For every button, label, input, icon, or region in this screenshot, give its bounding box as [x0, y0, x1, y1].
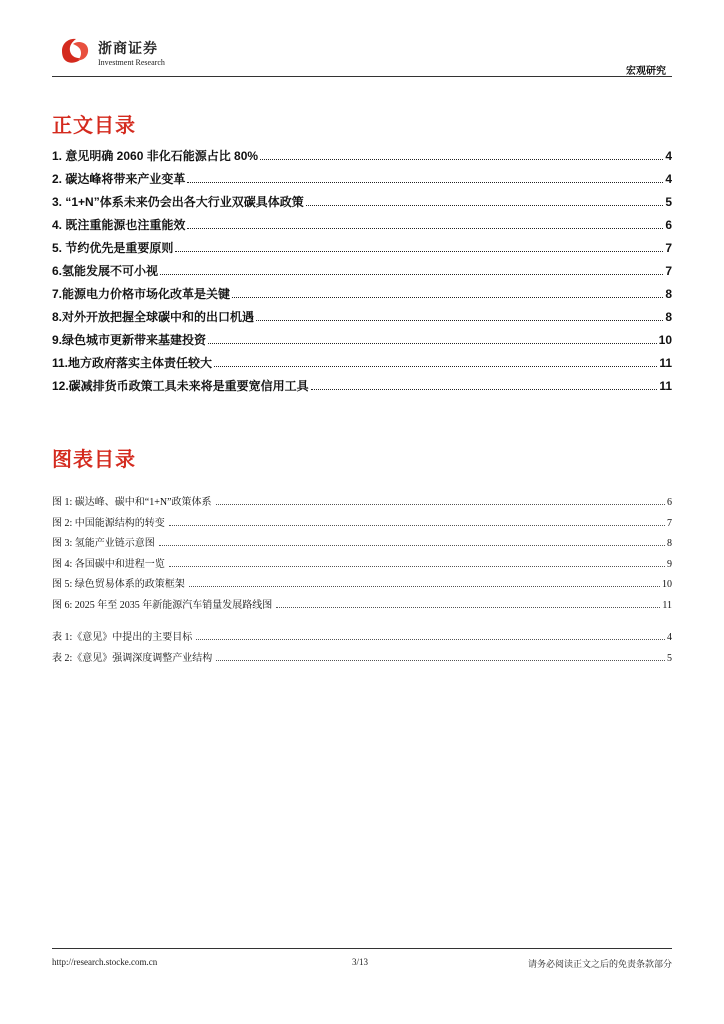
chart-item-label: 图 5: 绿色贸易体系的政策框架 — [52, 579, 185, 590]
toc-item[interactable] — [52, 354, 672, 377]
leader-dots — [214, 366, 657, 367]
toc-item[interactable] — [52, 216, 672, 239]
chart-item-page: 11 — [662, 599, 672, 611]
chart-list-item[interactable] — [52, 534, 672, 555]
toc-item-label: 12.碳减排货币政策工具未来将是重要宽信用工具 — [52, 379, 309, 393]
table-list — [52, 628, 672, 669]
leader-dots — [306, 205, 664, 206]
chart-item-label: 图 2: 中国能源结构的转变 — [52, 517, 165, 529]
toc-item-page: 7 — [665, 241, 672, 255]
leader-dots — [260, 159, 663, 160]
chart-item-label: 图 6: 2025 年至 2035 年新能源汽车销量发展路线图 — [52, 599, 273, 611]
chart-item-label: 图 3: 氢能产业链示意图 — [52, 538, 155, 549]
toc-item[interactable] — [52, 239, 672, 262]
toc-item[interactable] — [52, 377, 672, 400]
toc-item[interactable] — [52, 285, 672, 308]
toc-item-page: 8 — [665, 310, 672, 324]
toc-item-label: 8.对外开放把握全球碳中和的出口机遇 — [52, 310, 255, 324]
company-logo-icon — [58, 36, 92, 66]
header-divider — [52, 76, 672, 77]
chart-list-item[interactable] — [52, 575, 672, 596]
company-name-en: Investment Research — [98, 58, 165, 67]
table-list-item[interactable] — [52, 628, 672, 649]
footer-url[interactable]: http://research.stocke.com.cn — [52, 957, 158, 967]
table-list-item[interactable] — [52, 649, 672, 670]
toc-item-page: 4 — [665, 172, 672, 186]
toc-item-label: 4. 既注重能源也注重能效 — [52, 218, 186, 232]
leader-dots — [159, 545, 665, 546]
leader-dots — [276, 607, 660, 608]
chart-list-item[interactable] — [52, 493, 672, 514]
leader-dots — [232, 297, 663, 298]
toc-item[interactable] — [52, 331, 672, 354]
leader-dots — [256, 320, 663, 321]
footer-page-number: 3/13 — [352, 957, 369, 967]
chart-list — [52, 493, 672, 616]
leader-dots — [216, 660, 665, 661]
chart-item-page: 8 — [667, 538, 672, 549]
toc-item-page: 6 — [665, 218, 672, 232]
toc-item[interactable] — [52, 308, 672, 331]
chart-item-label: 图 1: 碳达峰、碳中和“1+N”政策体系 — [52, 497, 212, 508]
chart-item-page: 10 — [662, 579, 672, 590]
toc-item-label: 11.地方政府落实主体责任较大 — [52, 356, 213, 370]
toc-item-page: 11 — [659, 379, 672, 393]
toc-list — [52, 147, 672, 400]
leader-dots — [189, 586, 660, 587]
table-item-page: 4 — [667, 632, 672, 643]
leader-dots — [160, 274, 663, 275]
leader-dots — [175, 251, 663, 252]
toc-item-label: 5. 节约优先是重要原则 — [52, 241, 174, 255]
toc-item-label: 1. 意见明确 2060 非化石能源占比 80% — [52, 149, 259, 163]
leader-dots — [196, 639, 665, 640]
chart-list-item[interactable] — [52, 555, 672, 576]
company-name-cn: 浙商证券 — [98, 40, 158, 56]
footer-divider — [52, 948, 672, 949]
toc-item[interactable] — [52, 262, 672, 285]
toc-item-page: 4 — [665, 149, 672, 163]
chart-list-item[interactable] — [52, 596, 672, 617]
leader-dots — [187, 228, 663, 229]
chart-item-page: 6 — [667, 497, 672, 508]
toc-item[interactable] — [52, 147, 672, 170]
toc-item-label: 6.氢能发展不可小视 — [52, 264, 159, 278]
chart-item-page: 9 — [667, 558, 672, 570]
chart-item-page: 7 — [667, 517, 672, 529]
chart-item-label: 图 4: 各国碳中和进程一览 — [52, 558, 165, 570]
chart-list-item[interactable] — [52, 514, 672, 535]
page-header — [52, 30, 672, 76]
leader-dots — [169, 525, 665, 526]
footer-disclaimer: 请务必阅读正文之后的免责条款部分 — [527, 959, 672, 969]
toc-item[interactable] — [52, 170, 672, 193]
leader-dots — [187, 182, 663, 183]
table-item-page: 5 — [667, 652, 672, 664]
toc-item-label: 3. “1+N”体系未来仍会出各大行业双碳具体政策 — [52, 195, 304, 209]
table-item-label: 表 1:《意见》中提出的主要目标 — [52, 632, 193, 643]
table-item-label: 表 2:《意见》强调深度调整产业结构 — [52, 652, 213, 664]
leader-dots — [208, 343, 657, 344]
toc-item-label: 2. 碳达峰将带来产业变革 — [52, 172, 186, 186]
leader-dots — [311, 389, 658, 390]
toc-item-page: 10 — [658, 333, 672, 347]
toc-item-label: 7.能源电力价格市场化改革是关键 — [52, 287, 231, 301]
toc-item-page: 11 — [659, 356, 672, 370]
leader-dots — [169, 566, 665, 567]
report-type: 宏观研究 — [626, 66, 666, 77]
leader-dots — [216, 504, 665, 505]
toc-item-label: 9.绿色城市更新带来基建投资 — [52, 333, 207, 347]
toc-item-page: 7 — [665, 264, 672, 278]
toc-item-page: 5 — [665, 195, 672, 209]
figures-title: 图表目录 — [52, 449, 136, 471]
toc-title: 正文目录 — [52, 115, 136, 137]
toc-item-page: 8 — [665, 287, 672, 301]
toc-item[interactable] — [52, 193, 672, 216]
